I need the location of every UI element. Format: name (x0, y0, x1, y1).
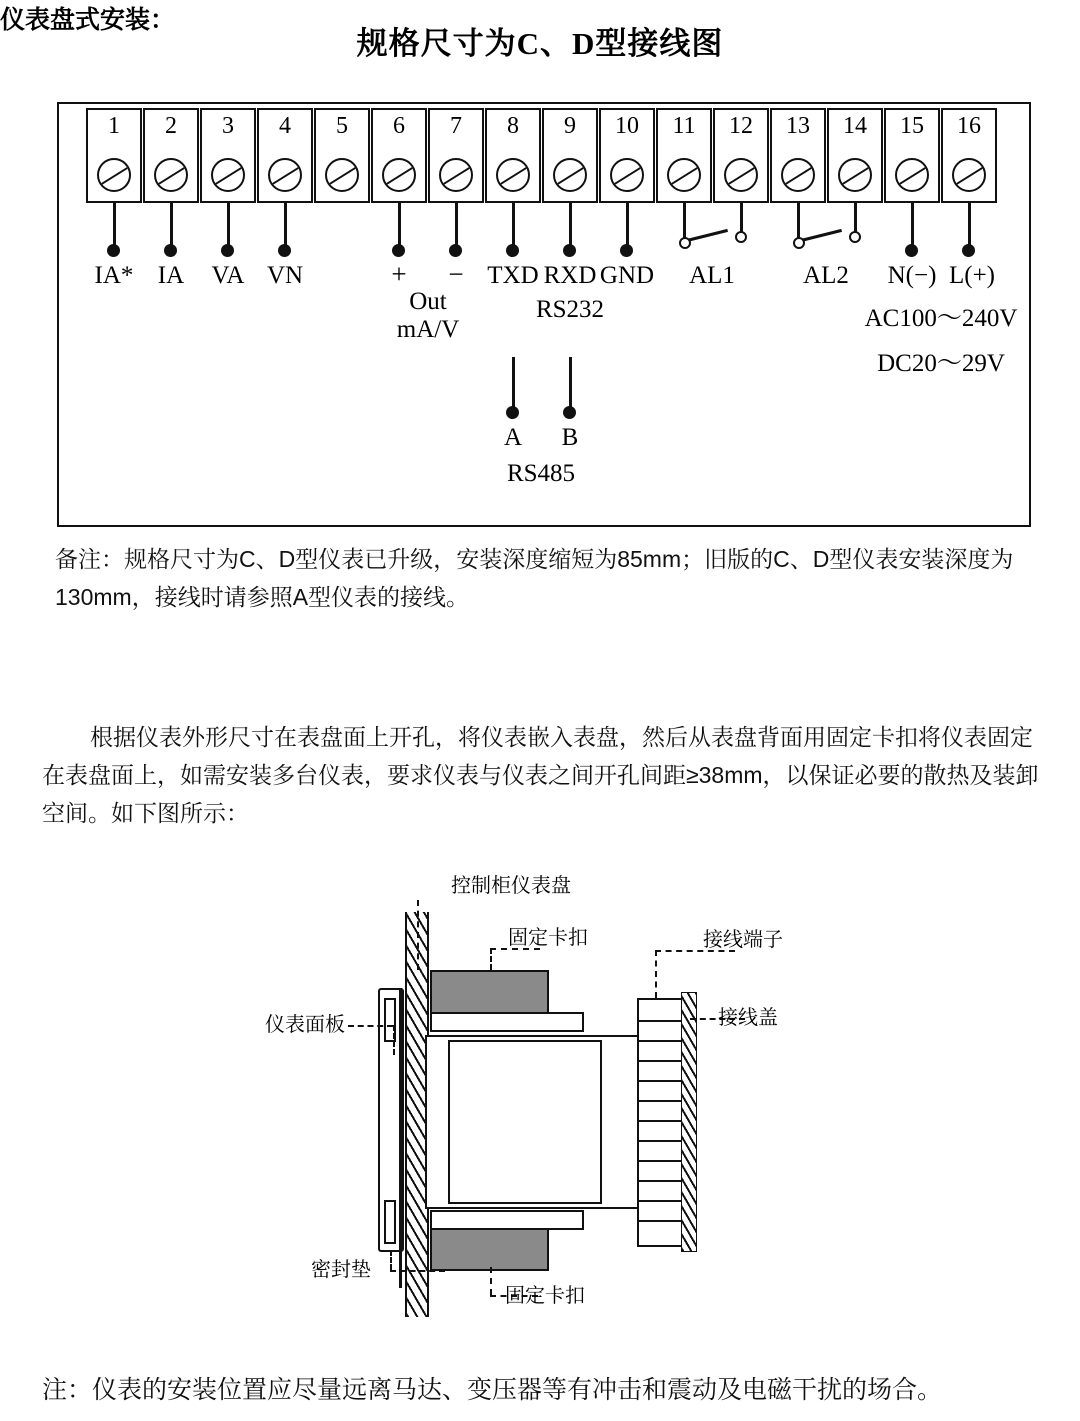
label-out-minus: − (448, 259, 464, 289)
terminal-block-row (639, 1060, 683, 1062)
screw-icon (610, 158, 644, 192)
lead-wire-15 (911, 203, 914, 250)
screw-icon (268, 158, 302, 192)
label-out-unit: mA/V (396, 316, 460, 343)
label-vn: VN (266, 262, 304, 289)
al2-contact-pivot-icon (793, 237, 805, 249)
al2-lead-left (797, 203, 800, 241)
terminal-block-row (639, 1040, 683, 1042)
lead-wire-1 (113, 203, 116, 250)
label-l-pos: L(+) (948, 262, 996, 289)
screw-icon (439, 158, 473, 192)
terminal-13 (770, 108, 826, 203)
lead-wire-16 (968, 203, 971, 250)
terminal-block-row (639, 1180, 683, 1182)
terminal-number: 2 (165, 113, 177, 139)
lead-wire-7 (455, 203, 458, 250)
label-ac-range: AC100～240V (864, 305, 1018, 332)
terminal-4 (257, 108, 313, 203)
leader-terminal-v (655, 950, 657, 998)
label-b: B (561, 424, 579, 451)
terminal-number: 12 (729, 113, 753, 139)
node-dot-ia-star (107, 244, 120, 257)
screw-icon (97, 158, 131, 192)
terminal-number: 15 (900, 113, 924, 139)
label-ia: IA (157, 262, 185, 289)
lead-wire-8 (512, 203, 515, 250)
rs485-lead-b (569, 357, 572, 412)
lead-wire-6 (398, 203, 401, 250)
section-heading: 仪表盘式安装： (0, 6, 176, 34)
terminal-block (637, 998, 685, 1247)
terminal-number: 6 (393, 113, 405, 139)
label-rxd: RXD (543, 262, 597, 289)
lead-wire-10 (626, 203, 629, 250)
terminal-number: 8 (507, 113, 519, 139)
terminal-number: 5 (336, 113, 348, 139)
caption-fixing-clip-bottom: 固定卡扣 (505, 1285, 585, 1307)
terminal-number: 3 (222, 113, 234, 139)
terminal-number: 1 (108, 113, 120, 139)
node-dot-b (563, 406, 576, 419)
terminal-number: 11 (672, 113, 696, 139)
node-dot-gnd (620, 244, 633, 257)
screw-icon (553, 158, 587, 192)
node-dot-rxd (563, 244, 576, 257)
screw-icon (325, 158, 359, 192)
fixing-clip-top (430, 970, 549, 1016)
label-gnd: GND (599, 262, 655, 289)
lead-wire-2 (170, 203, 173, 250)
caption-fixing-clip-top: 固定卡扣 (508, 927, 588, 949)
footer-note: 注：仪表的安装位置应尽量远离马达、变压器等有冲击和震动及电磁干扰的场合。 (42, 1376, 943, 1404)
terminal-number: 7 (450, 113, 462, 139)
fixing-clip-bottom (430, 1225, 549, 1271)
al1-contact-point-icon (735, 231, 747, 243)
leader-cabinet-panel (417, 900, 419, 970)
screw-icon (496, 158, 530, 192)
al1-contact-pivot-icon (679, 237, 691, 249)
label-a: A (503, 424, 523, 451)
leader-gasket-v (390, 1250, 392, 1270)
terminal-block-row (639, 1200, 683, 1202)
terminal-6 (371, 108, 427, 203)
screw-icon (667, 158, 701, 192)
terminal-8 (485, 108, 541, 203)
terminal-10 (599, 108, 655, 203)
rs485-lead-a (512, 357, 515, 412)
leader-faceplate-v (393, 1025, 395, 1055)
screw-icon (895, 158, 929, 192)
fixing-clip-bottom-bar (430, 1210, 584, 1230)
terminal-block-row (639, 1120, 683, 1122)
leader-clip-bottom-v (490, 1267, 492, 1295)
terminal-5 (314, 108, 370, 203)
remark-text: 备注：规格尺寸为C、D型仪表已升级，安装深度缩短为85mm；旧版的C、D型仪表安装深度为130mm，接线时请参照A型仪表的接线。 (55, 546, 1014, 610)
screw-icon (781, 158, 815, 192)
terminal-block-row (639, 1160, 683, 1162)
label-al1: AL1 (689, 262, 735, 289)
terminal-1 (86, 108, 142, 203)
terminal-number: 13 (786, 113, 810, 139)
terminal-2 (143, 108, 199, 203)
terminal-number: 14 (843, 113, 867, 139)
screw-icon (838, 158, 872, 192)
node-dot-vn (278, 244, 291, 257)
terminal-block-row (639, 1080, 683, 1082)
caption-cabinet-panel: 控制柜仪表盘 (451, 875, 571, 897)
screw-icon (952, 158, 986, 192)
label-dc-range: DC20～29V (877, 350, 1005, 377)
label-n-neg: N(−) (887, 262, 937, 289)
lead-wire-9 (569, 203, 572, 250)
faceplate-slot-bottom (384, 1200, 396, 1244)
leader-clip-top-v (490, 948, 492, 970)
terminal-number: 10 (615, 113, 639, 139)
caption-gasket: 密封垫 (311, 1259, 371, 1281)
label-rs232: RS232 (535, 296, 605, 323)
terminal-number: 16 (957, 113, 981, 139)
installation-illustration (0, 870, 1080, 1360)
screw-icon (211, 158, 245, 192)
label-al2: AL2 (803, 262, 849, 289)
node-dot-ia (164, 244, 177, 257)
label-out-plus: + (391, 259, 407, 289)
caption-meter-faceplate: 仪表面板 (265, 1014, 345, 1036)
label-out: Out (409, 288, 447, 315)
node-dot-out-plus (392, 244, 405, 257)
caption-terminal: 接线端子 (703, 929, 783, 951)
node-dot-n (905, 244, 918, 257)
screw-icon (382, 158, 416, 192)
terminal-block-row (639, 1020, 683, 1022)
node-dot-a (506, 406, 519, 419)
terminal-14 (827, 108, 883, 203)
node-dot-l (962, 244, 975, 257)
node-dot-txd (506, 244, 519, 257)
leader-gasket-h (390, 1270, 445, 1272)
label-txd: TXD (487, 262, 539, 289)
fixing-clip-top-bar (430, 1012, 584, 1032)
lead-wire-4 (284, 203, 287, 250)
label-rs485: RS485 (506, 460, 576, 487)
terminal-7 (428, 108, 484, 203)
leader-faceplate-h (348, 1025, 393, 1027)
meter-body-inner (448, 1040, 602, 1204)
screw-icon (154, 158, 188, 192)
wiring-cover (681, 992, 697, 1252)
terminal-16 (941, 108, 997, 203)
terminal-block-row (639, 1140, 683, 1142)
al1-lead-left (683, 203, 686, 241)
al2-contact-point-icon (849, 231, 861, 243)
section-body-text: 根据仪表外形尺寸在表盘面上开孔，将仪表嵌入表盘，然后从表盘背面用固定卡扣将仪表固定在表盘面上，如需安装多台仪表，要求仪表与仪表之间开孔间距≥38mm，以保证必要的散热及装卸空间。如下图所示： (42, 724, 1039, 826)
terminal-block-row (639, 1100, 683, 1102)
terminal-block-row (639, 1220, 683, 1222)
terminal-number: 4 (279, 113, 291, 139)
node-dot-out-minus (449, 244, 462, 257)
screw-icon (724, 158, 758, 192)
terminal-12 (713, 108, 769, 203)
leader-clip-top-h (497, 970, 547, 972)
node-dot-va (221, 244, 234, 257)
label-va: VA (211, 262, 245, 289)
terminal-strip (86, 108, 1002, 203)
terminal-9 (542, 108, 598, 203)
terminal-3 (200, 108, 256, 203)
gasket-strip (399, 988, 402, 1288)
terminal-15 (884, 108, 940, 203)
terminal-11 (656, 108, 712, 203)
caption-wiring-cover: 接线盖 (718, 1007, 778, 1029)
page-title: 规格尺寸为C、D型接线图 (356, 26, 724, 61)
terminal-number: 9 (564, 113, 576, 139)
lead-wire-3 (227, 203, 230, 250)
label-ia-star: IA* (94, 262, 134, 289)
